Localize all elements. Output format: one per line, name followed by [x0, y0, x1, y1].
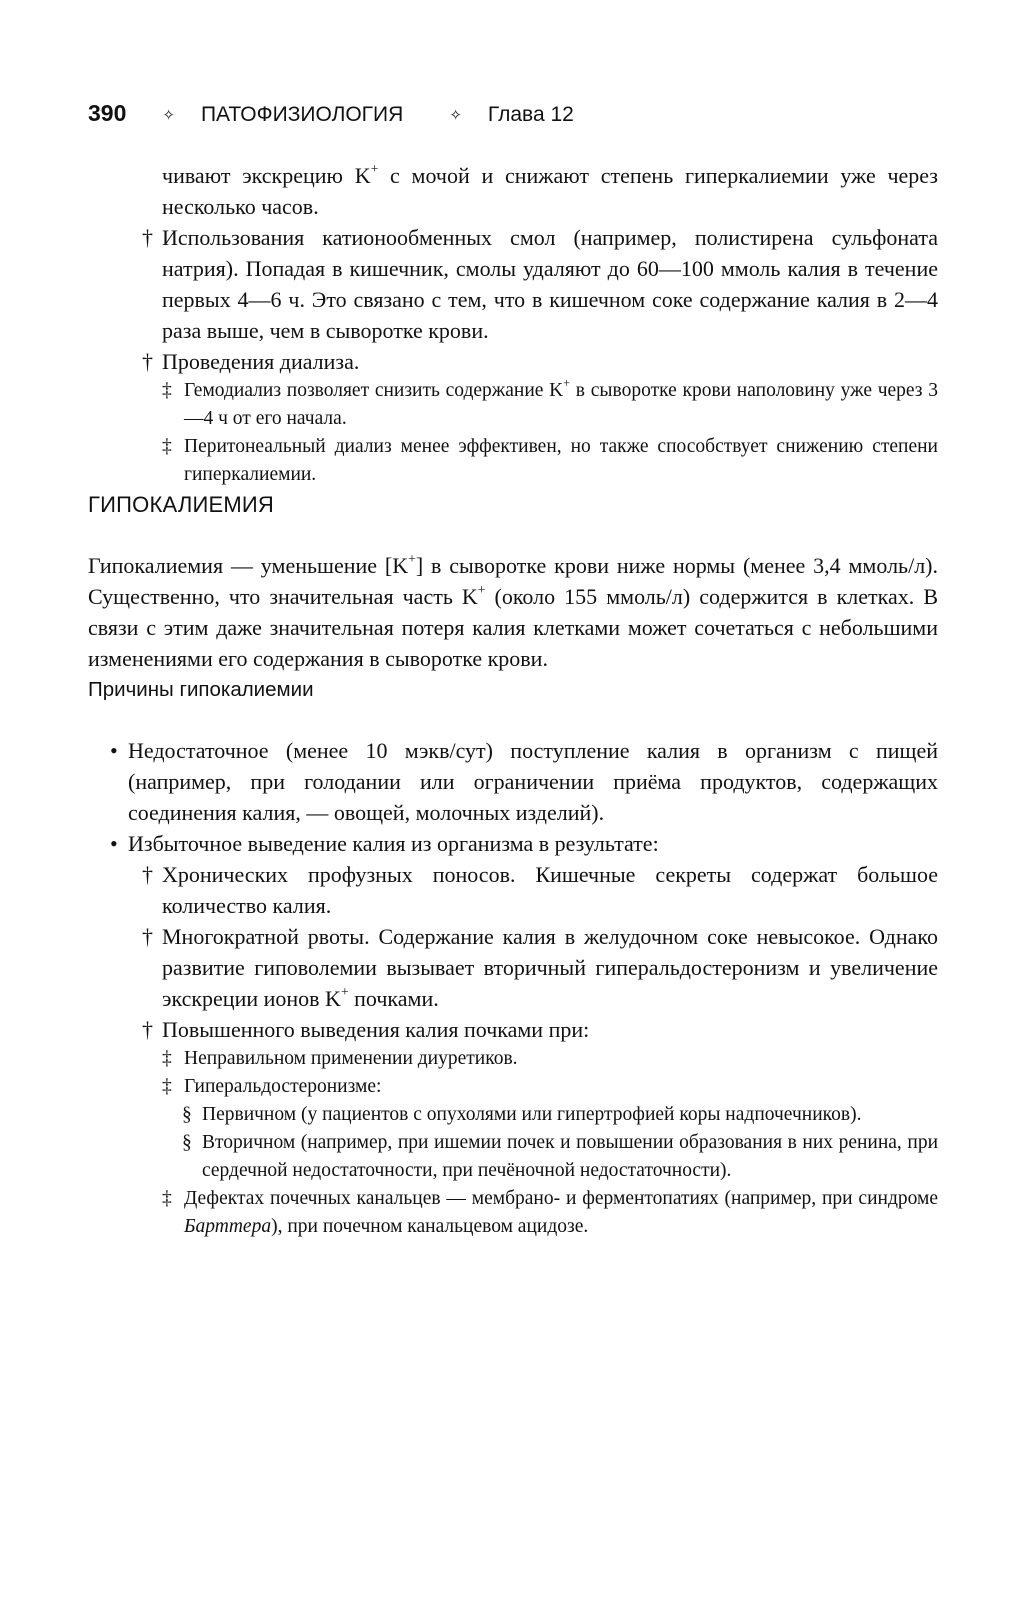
section-sign-icon: §	[182, 1132, 192, 1153]
list-item-diuretics: ‡ Неправильном применении диуретиков.	[88, 1045, 938, 1073]
page-body	[88, 160, 938, 1241]
chapter-label: Глава 12	[487, 103, 574, 126]
intro-paragraph: Гипокалиемия — уменьшение [K+] в сыворотке крови ниже нормы (менее 3,4 ммоль/л). Существенно, что значительная часть K+ (около 155 ммоль/л) содержится в клетках. В связи с этим даже значительная потеря калия клетками может сочетаться с небольшими изменениями его содержания в сыворотке крови.	[88, 551, 938, 671]
dagger-icon: †	[142, 924, 153, 949]
list-item-dialysis: † Проведения диализа.	[88, 346, 938, 377]
page-number: 390	[88, 100, 127, 126]
list-item-resin: † Использования катионообменных смол (например, полистирена сульфоната натрия). Попадая в кишечник, смолы удаляют до 60—100 ммоль калия в течение первых 4—6 ч. Это связано с тем, что в кишечном соке содержание калия в 2—4 раза выше, чем в сыворотке крови.	[88, 222, 938, 346]
book-title: ПАТОФИЗИОЛОГИЯ	[200, 103, 404, 126]
double-dagger-icon: ‡	[162, 1188, 172, 1209]
list-item-peritoneal: ‡ Перитонеальный диализ менее эффективен, но также способствует снижению степени гиперкалиемии.	[88, 433, 938, 489]
continuation-paragraph: чивают экскрецию K+ с мочой и снижают степень гиперкалиемии уже через несколько часов.	[162, 161, 938, 219]
diamond-icon: ✧	[449, 107, 462, 124]
list-item-diarrhea: † Хронических профузных поносов. Кишечные секреты содержат большое количество калия.	[88, 859, 938, 921]
list-item-secondary: § Вторичном (например, при ишемии почек и повышении образования в них ренина, при сердечной недостаточности, при печёночной недостаточности).	[88, 1129, 938, 1185]
dagger-icon: †	[142, 225, 153, 250]
list-item-insufficient: • Недостаточное (менее 10 мэкв/сут) поступление калия в организм с пищей (например, при голодании или ограничении приёма продуктов, содержащих соединения калия, — овощей, молочных изделий).	[88, 735, 938, 828]
list-item-hyperaldosteronism: ‡ Гиперальдостеронизме:	[88, 1073, 938, 1101]
list-item-excessive: • Избыточное выведение калия из организма в результате:	[88, 828, 938, 859]
list-item-renal: † Повышенного выведения калия почками при:	[88, 1014, 938, 1045]
diamond-icon: ✧	[162, 107, 175, 124]
double-dagger-icon: ‡	[162, 1048, 172, 1069]
dagger-icon: †	[142, 349, 153, 374]
dagger-icon: †	[142, 862, 153, 887]
list-item-primary: § Первичном (у пациентов с опухолями или гипертрофией коры надпочечников).	[88, 1101, 938, 1129]
list-item-hemodialysis: ‡ Гемодиализ позволяет снизить содержание K+ в сыворотке крови наполовину уже через 3—4 ч от его начала.	[162, 376, 938, 429]
double-dagger-icon: ‡	[162, 380, 172, 401]
double-dagger-icon: ‡	[162, 436, 172, 457]
bullet-icon: •	[110, 831, 118, 856]
running-header	[88, 100, 574, 127]
subsection-heading: Причины гипокалиемии	[88, 678, 314, 701]
section-heading: ГИПОКАЛИЕМИЯ	[88, 492, 274, 517]
bullet-icon: •	[110, 738, 118, 763]
list-item-vomiting: † Многократной рвоты. Содержание калия в желудочном соке невысокое. Однако развитие гиповолемии вызывает вторичный гиперальдостеронизм и увеличение экскреции ионов K+ почками.	[88, 921, 938, 1014]
section-sign-icon: §	[182, 1104, 192, 1125]
double-dagger-icon: ‡	[162, 1076, 172, 1097]
dagger-icon: †	[142, 1017, 153, 1042]
list-item-tubular: ‡ Дефектах почечных канальцев — мембрано- и ферментопатиях (например, при синдроме Барттера), при почечном канальцевом ацидозе.	[88, 1185, 938, 1241]
